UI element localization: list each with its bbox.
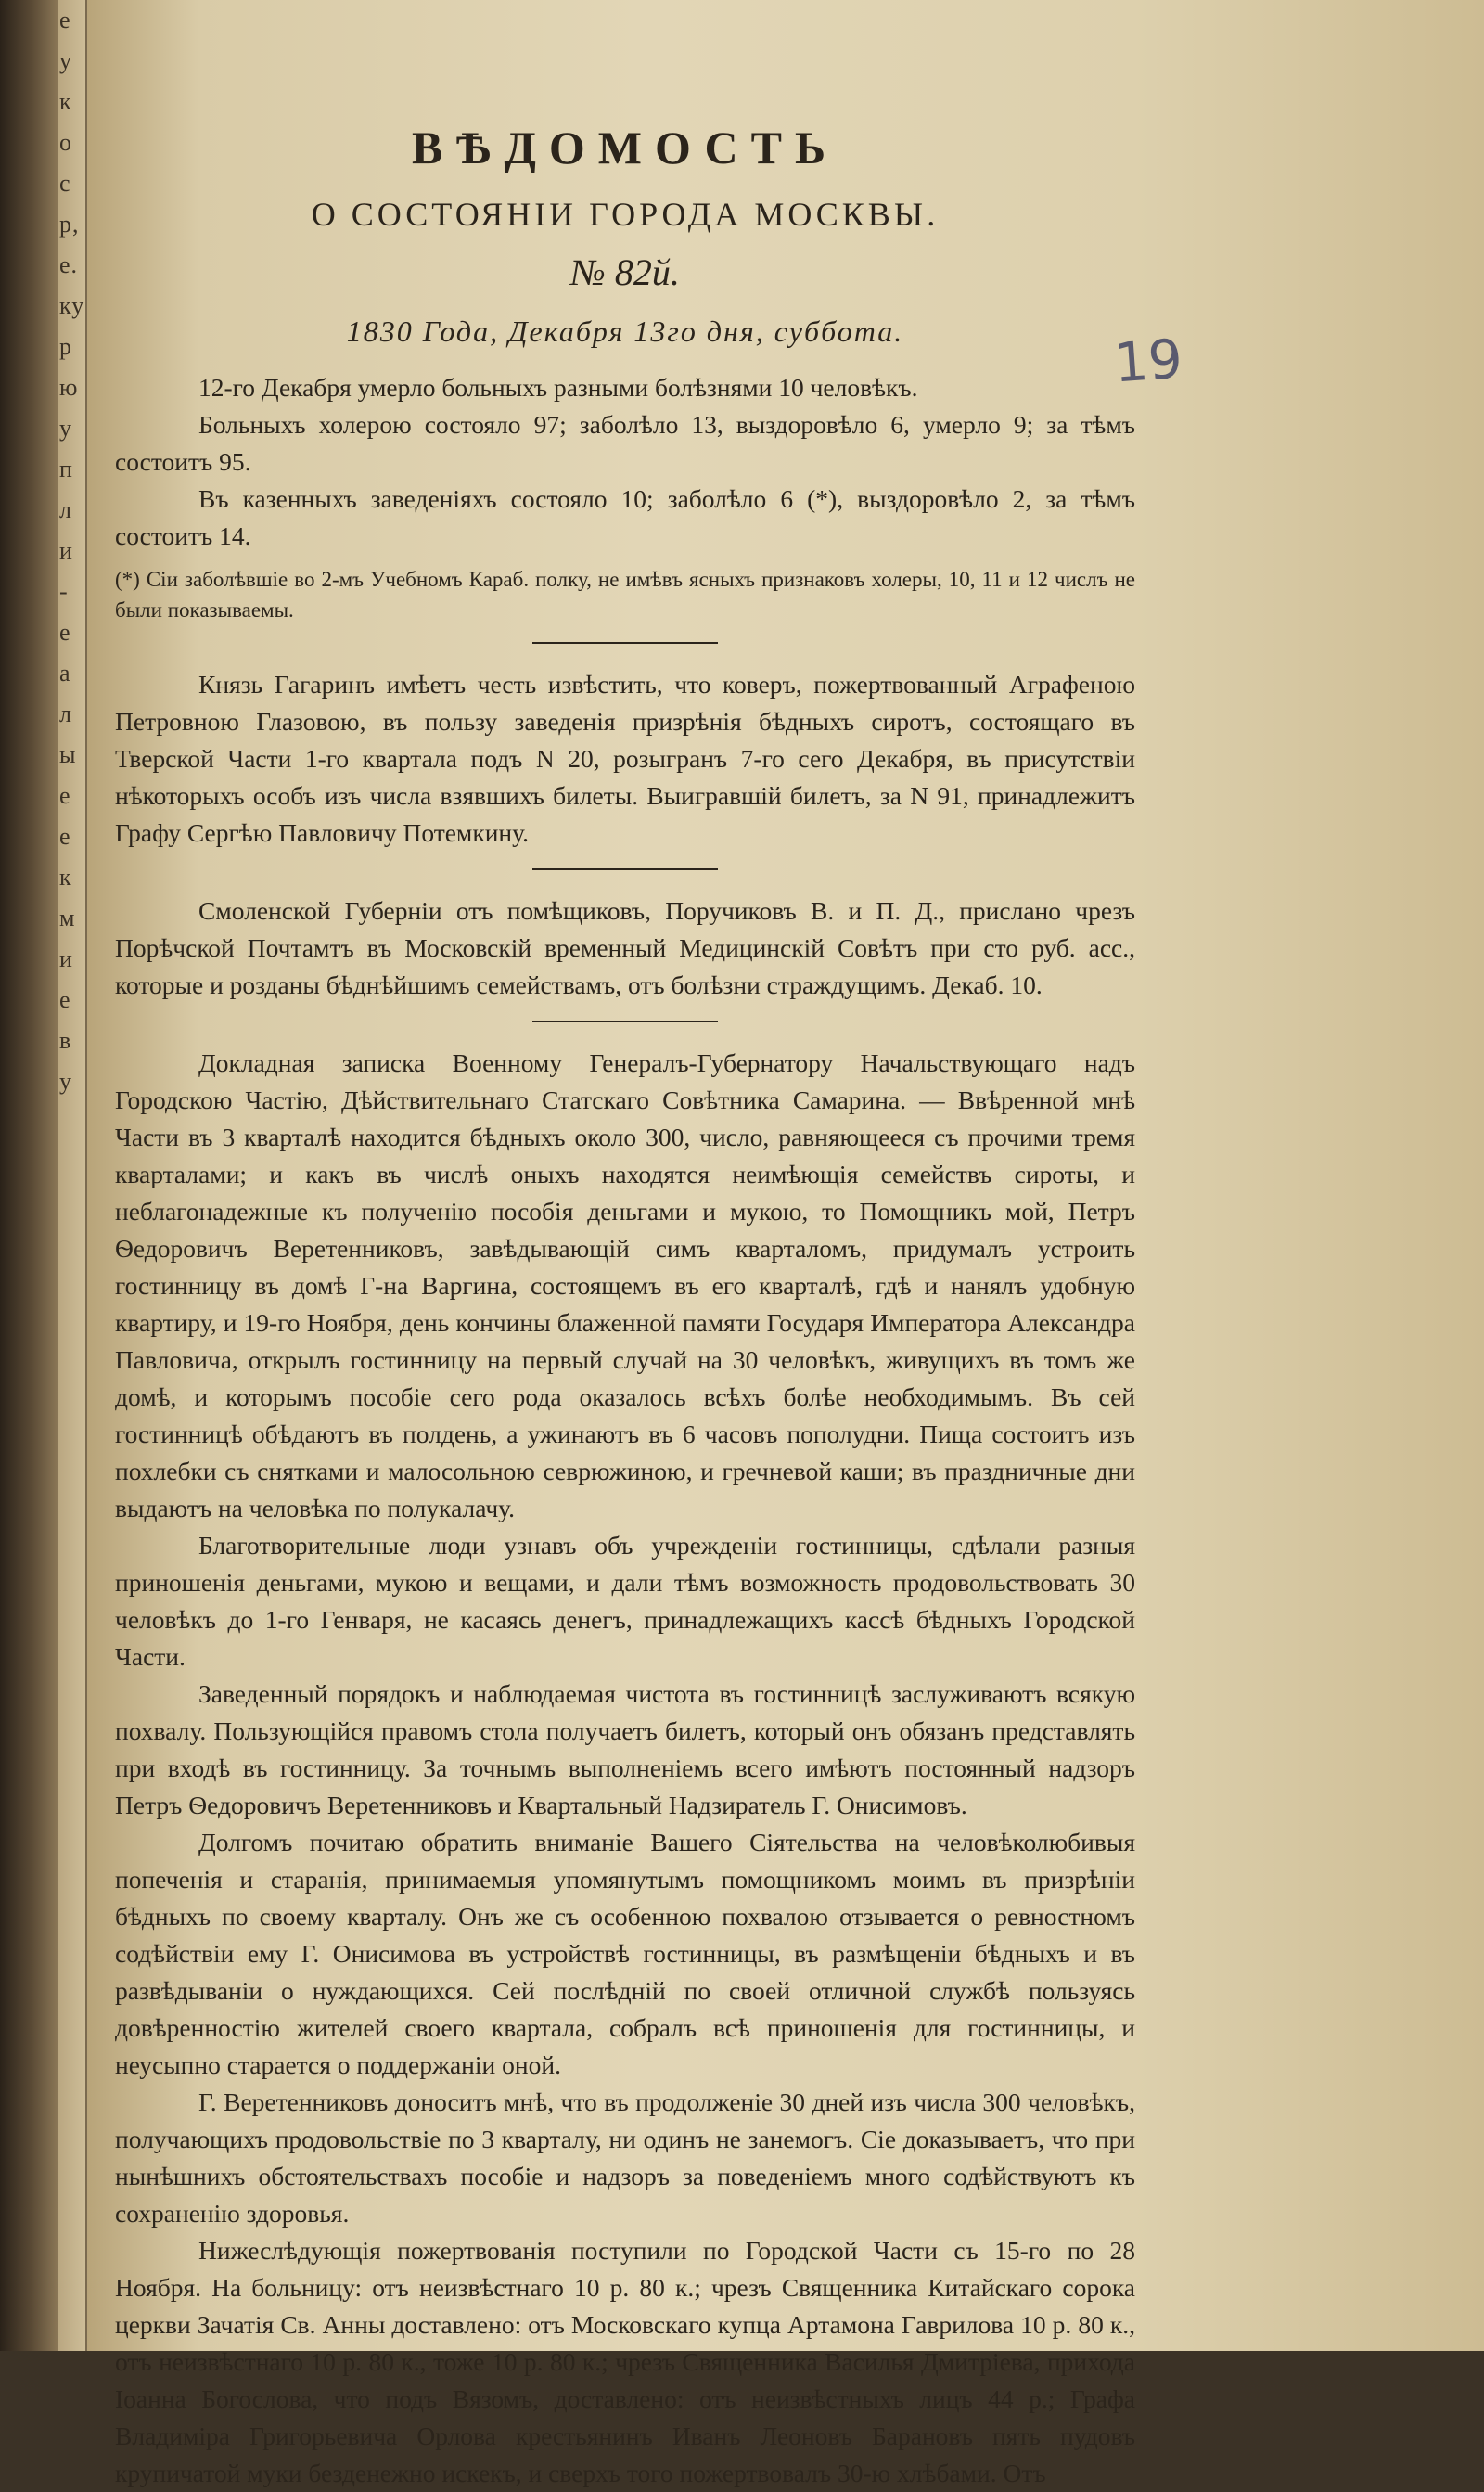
margin-fragment: а xyxy=(59,660,71,687)
margin-fragment: м xyxy=(59,905,76,931)
notice-gagarin xyxy=(115,666,1135,852)
text-column xyxy=(115,121,1135,2492)
margin-fragment: к xyxy=(59,864,72,891)
handwritten-page-number: 19 xyxy=(1111,327,1185,395)
margin-fragment: е xyxy=(59,823,71,850)
margin-fragment: ю xyxy=(59,374,79,401)
margin-fragment: е xyxy=(59,782,71,809)
section-divider xyxy=(532,642,718,644)
notice-paragraph: Смоленской Губерніи отъ помѣщиковъ, Поручиковъ В. и П. Д., прислано чрезъ Порѣчской Почтамтъ въ Московскій временный Медицинскій Совѣтъ при сто руб. асс., которые и розданы бѣднѣйшимъ семействамъ, отъ болѣзни страждущимъ. Декаб. 10. xyxy=(115,896,1135,999)
health-report-paragraph: Больныхъ холерою состояло 97; заболѣло 13, выздоровѣло 6, умерло 9; за тѣмъ состоитъ 95. xyxy=(115,410,1135,476)
dateline: 1830 Года, Декабря 13го дня, суббота. xyxy=(346,315,904,348)
health-report-paragraph: Въ казенныхъ заведеніяхъ состояло 10; заболѣло 6 (*), выздоровѣло 2, за тѣмъ состоитъ 14. xyxy=(115,484,1135,550)
report-paragraph: Докладная записка Военному Генералъ-Губернатору Начальствующаго надъ Городскою Частію, Дѣйствительнаго Статскаго Совѣтника Самарина. — Ввѣренной мнѣ Части въ 3 кварталѣ находится бѣдныхъ около 300, число, равняющееся съ прочими тремя кварталами; и какъ въ числѣ оныхъ находятся неимѣющія семействъ сироты, и неблагонадежные къ полученію пособія деньгами и мукою, то Помощникъ мой, Петръ Ѳедоровичъ Веретенниковъ, завѣдывающій симъ кварталомъ, придумалъ устроить гостинницу въ домѣ Г-на Варгина, состоящемъ въ его кварталѣ, гдѣ и нанялъ удобную квартиру, и 19-го Ноября, день кончины блаженной памяти Государя Императора Александра Павловича, открылъ гостинницу на первый случай на 30 человѣкъ, живущихъ въ томъ же домѣ, и которымъ пособіе сего рода оказалось всѣхъ болѣе необходимымъ. Въ сей гостинницѣ обѣдаютъ въ полдень, а ужинаютъ въ 6 часовъ пополудни. Пища состоитъ изъ похлебки съ снятками и малосольною севрюжиною, и гречневой каши; въ праздничные дни выдаютъ на человѣка по полукалачу. xyxy=(115,1048,1135,1522)
margin-fragment: л xyxy=(59,700,72,727)
newspaper-page xyxy=(87,0,1484,2487)
section-divider xyxy=(532,1021,718,1022)
margin-fragment: у xyxy=(59,47,72,74)
margin-fragment: и xyxy=(59,537,73,564)
report-paragraph: Г. Веретенниковъ доноситъ мнѣ, что въ продолженіе 30 дней изъ числа 300 человѣкъ, получающихъ продовольствіе по 3 кварталу, ни одинъ не занемогъ. Сіе доказываетъ, что при нынѣшнихъ обстоятельствахъ пособіе и надзоръ за поведеніемъ много содѣйствуютъ къ сохраненію здоровья. xyxy=(115,2087,1135,2228)
issue-number: № 82й. xyxy=(570,251,680,293)
margin-fragment: к xyxy=(59,88,72,115)
margin-fragment: р, xyxy=(59,211,80,238)
margin-fragment: с xyxy=(59,170,71,197)
book-binding xyxy=(0,0,58,2351)
margin-fragment: е xyxy=(59,986,71,1013)
margin-fragment: у xyxy=(59,1068,72,1095)
health-report xyxy=(115,369,1135,625)
masthead xyxy=(115,121,1135,349)
section-divider xyxy=(532,868,718,870)
margin-fragment: и xyxy=(59,945,73,972)
margin-fragment: р xyxy=(59,333,72,360)
footnote: (*) Сіи заболѣвшіе во 2-мъ Учебномъ Караб. полку, не имѣвъ ясныхъ признаковъ холеры, 10, 11 и 12 числъ не были показываемы. xyxy=(115,568,1135,622)
previous-page-edge xyxy=(58,0,87,2351)
margin-fragment: о xyxy=(59,129,72,156)
report-paragraph: Нижеслѣдующія пожертвованія поступили по Городской Части съ 15-го по 28 Ноября. На больницу: отъ неизвѣстнаго 10 р. 80 к.; чрезъ Священника Китайскаго сорока церкви Зачатія Св. Анны доставлено: отъ Московскаго купца Артамона Гаврилова 10 р. 80 к., отъ неизвѣстнаго 10 р. 80 к., тоже 10 р. 80 к.; чрезъ Священника Василья Дмитріева, прихода Іоанна Богослова, что подъ Вязомъ, доставлено: отъ неизвѣстныхъ лицъ 44 р.; Графа Владиміра Григорьевича Орлова крестьянинъ Иванъ Леоновъ Барановъ пять пудовъ крупичатой муки безденежно искекъ, и сверхъ того пожертвовалъ 30-ю хлѣбами. Отъ xyxy=(115,2236,1135,2487)
margin-fragment: е xyxy=(59,6,71,33)
margin-fragment: п xyxy=(59,456,73,482)
report-paragraph: Благотворительные люди узнавъ объ учрежденіи гостинницы, сдѣлали разныя приношенія деньгами, мукою и вещами, и дали тѣмъ возможность продовольствовать 30 человѣкъ до 1-го Генваря, не касаясь денегъ, принадлежащихъ кассѣ бѣдныхъ Городской Части. xyxy=(115,1531,1135,1671)
margin-fragment: ы xyxy=(59,741,77,768)
margin-fragment: е. xyxy=(59,251,79,278)
margin-fragment: у xyxy=(59,415,72,442)
margin-fragment: е xyxy=(59,619,71,646)
newspaper-title: ВѢДОМОСТЬ xyxy=(411,122,839,173)
health-report-paragraph: 12-го Декабря умерло больныхъ разными болѣзнями 10 человѣкъ. xyxy=(198,373,918,402)
margin-fragment: ку xyxy=(59,292,85,319)
margin-fragment: в xyxy=(59,1027,72,1054)
report-paragraph: Долгомъ почитаю обратить вниманіе Вашего Сіятельства на человѣколюбивыя попеченія и старанія, принимаемыя упомянутымъ помощникомъ моимъ въ призрѣніи бѣдныхъ по своему кварталу. Онъ же съ особенною похвалою отзывается о ревностномъ содѣйствіи ему Г. Онисимова въ устройствѣ гостинницы, въ размѣщеніи бѣдныхъ и въ развѣдываніи о нуждающихся. Сей послѣдній по своей отличной службѣ пользуясь довѣренностію жителей своего квартала, собралъ всѣ приношенія для гостинницы, и неусыпно старается о поддержаніи оной. xyxy=(115,1828,1135,2079)
margin-fragment: - xyxy=(59,578,69,605)
notice-smolensk xyxy=(115,893,1135,1004)
notice-paragraph: Князь Гагаринъ имѣетъ честь извѣстить, что коверъ, пожертвованный Аграфеною Петровною Глазовою, въ пользу заведенія призрѣнія бѣдныхъ сиротъ, состоящаго въ Тверской Части 1-го квартала подъ N 20, розыгранъ 7-го сего Декабря, въ присутствіи нѣкоторыхъ особъ изъ числа взявшихъ билеты. Выигравшій билетъ, за N 91, принадлежитъ Графу Сергѣю Павловичу Потемкину. xyxy=(115,670,1135,847)
margin-fragment: л xyxy=(59,496,72,523)
report-paragraph: Заведенный порядокъ и наблюдаемая чистота въ гостинницѣ заслуживаютъ всякую похвалу. Пользующійся правомъ стола получаетъ билетъ, который онъ обязанъ представлять при входѣ въ гостинницу. За точнымъ выполненіемъ всего имѣютъ постоянный надзоръ Петръ Ѳедоровичъ Веретенниковъ и Квартальный Надзиратель Г. Онисимовъ. xyxy=(115,1679,1135,1819)
newspaper-subtitle: О СОСТОЯНІИ ГОРОДА МОСКВЫ. xyxy=(311,196,940,233)
samarin-report xyxy=(115,1045,1135,2492)
